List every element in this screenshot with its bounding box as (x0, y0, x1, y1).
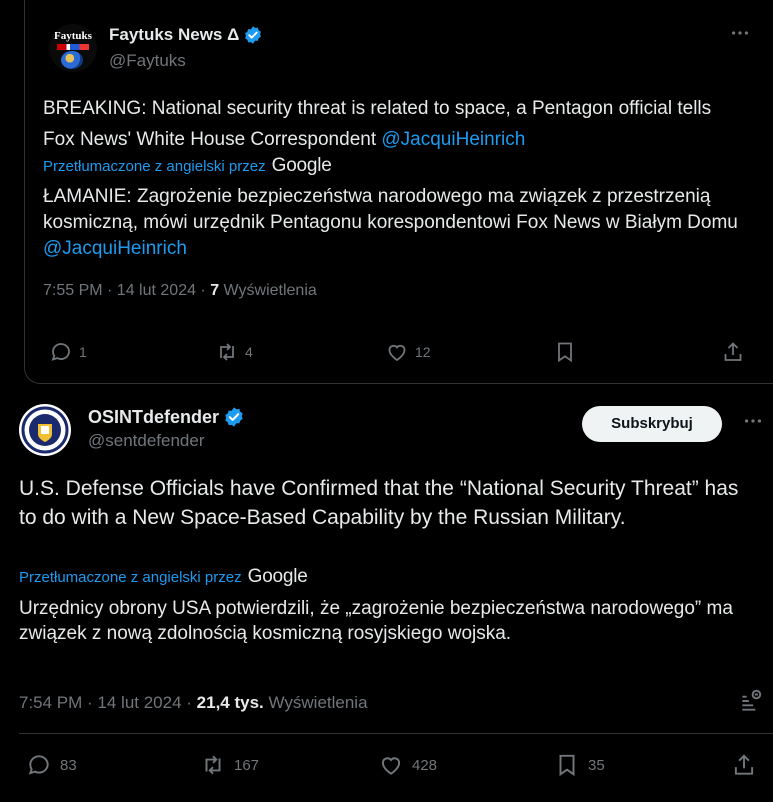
bookmark-icon (554, 752, 580, 778)
subscribe-button[interactable]: Subskrybuj (582, 406, 722, 442)
translated-mention-link[interactable]: @JacquiHeinrich (43, 238, 187, 259)
author-name[interactable] (109, 25, 263, 45)
translated-by-label: Przetłumaczone z angielski przez (19, 568, 242, 586)
author-handle[interactable]: @sentdefender (88, 431, 205, 450)
translated-text: Urzędnicy obrony USA potwierdzili, że „zagrożenie bezpieczeństwa narodowego” ma związek z nową zdolnością kosmiczną rosyjskiego wojska. (19, 598, 733, 644)
translated-by-label: Przetłumaczone z angielski przez (43, 157, 266, 175)
action-bar (26, 752, 766, 782)
analytics-icon[interactable] (738, 688, 764, 714)
tweet-text (43, 93, 743, 155)
views-count: 7 (210, 282, 220, 299)
quoted-tweet-faytuks[interactable] (24, 0, 773, 384)
share-button[interactable] (721, 340, 745, 364)
translation-attribution (19, 566, 308, 588)
retweet-icon (215, 340, 239, 364)
avatar-flags (57, 44, 89, 50)
share-icon (721, 340, 745, 364)
views-label: Wyświetlenia (263, 693, 368, 712)
views-count: 21,4 tys. (196, 693, 264, 712)
divider (19, 733, 773, 734)
bookmark-icon (553, 340, 577, 364)
like-icon (378, 752, 404, 778)
author-handle[interactable]: @Faytuks (109, 51, 186, 70)
like-count: 12 (415, 344, 431, 360)
timestamp[interactable]: 7:54 PM · 14 lut 2024 · (19, 693, 197, 712)
share-button[interactable] (731, 752, 757, 778)
tweet-text-body: BREAKING: National security threat is related to space, a Pentagon official tells Fox News' White House Correspondent (43, 98, 712, 150)
translated-text (43, 184, 743, 262)
timestamp[interactable]: 7:55 PM · 14 lut 2024 · (43, 282, 211, 299)
retweet-icon (200, 752, 226, 778)
retweet-count: 167 (234, 756, 260, 774)
reply-icon (49, 340, 73, 364)
verified-badge-icon (243, 25, 263, 45)
like-icon (385, 340, 409, 364)
globe-icon (61, 51, 83, 69)
author-name-text: OSINTdefender (88, 406, 220, 427)
more-icon[interactable] (738, 410, 768, 440)
avatar-faytuks[interactable] (49, 24, 97, 72)
reply-count: 1 (79, 344, 87, 360)
retweet-button[interactable] (215, 340, 253, 364)
tweet-text: U.S. Defense Officials have Confirmed that the “National Security Threat” has to do with a New Space-Based Capability by the Russian Military. (19, 477, 739, 529)
tweet-meta (19, 693, 368, 713)
author-name-text: Faytuks News Δ (109, 25, 240, 44)
bookmark-button[interactable] (553, 340, 577, 364)
share-icon (731, 752, 757, 778)
mention-link[interactable]: @JacquiHeinrich (381, 129, 526, 150)
avatar-brand-text: Faytuks (54, 30, 92, 42)
reply-button[interactable] (49, 340, 87, 364)
bookmark-count: 35 (588, 756, 605, 774)
like-button[interactable] (385, 340, 431, 364)
verified-badge-icon (223, 406, 245, 428)
author-name[interactable] (88, 406, 245, 428)
reply-count: 83 (60, 756, 77, 774)
translation-attribution (43, 155, 332, 177)
like-count: 428 (412, 756, 438, 774)
reply-icon (26, 752, 52, 778)
like-button[interactable] (378, 752, 437, 778)
google-logo: Google (247, 566, 308, 587)
retweet-button[interactable] (200, 752, 259, 778)
reply-button[interactable] (26, 752, 77, 778)
avatar-osintdefender[interactable] (19, 404, 71, 456)
tweet-meta (43, 282, 317, 300)
views-label: Wyświetlenia (219, 282, 317, 299)
osintdefender-logo-icon (19, 404, 71, 456)
bookmark-button[interactable] (554, 752, 605, 778)
more-icon[interactable] (725, 22, 755, 52)
retweet-count: 4 (245, 344, 253, 360)
action-bar (49, 340, 749, 370)
translated-text-body: ŁAMANIE: Zagrożenie bezpieczeństwa narodowego ma związek z przestrzenią kosmiczną, mówi urzędnik Pentagonu korespondentowi Fox News w Białym Domu (43, 186, 738, 233)
google-logo: Google (271, 155, 332, 176)
